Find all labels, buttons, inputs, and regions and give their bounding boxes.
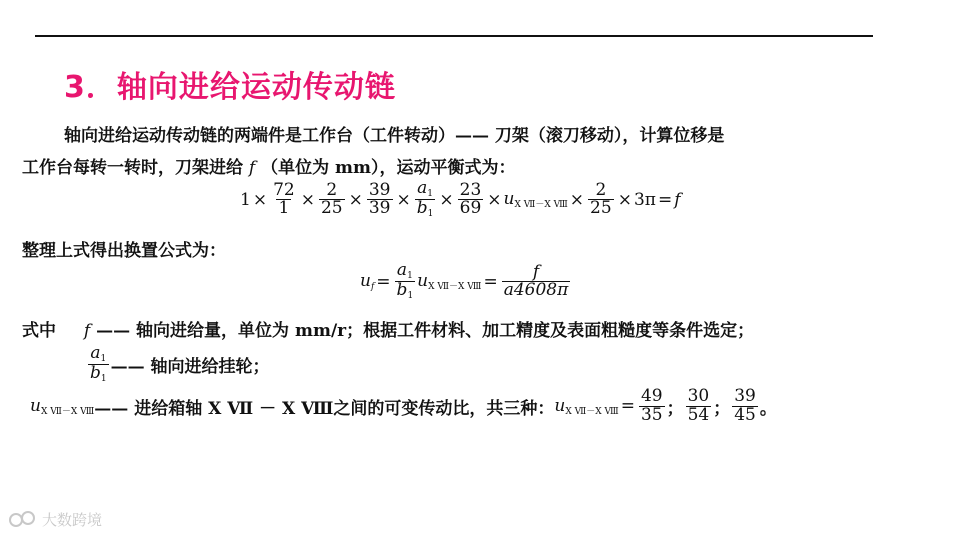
eq1-tail: 3π — [633, 189, 656, 210]
subscript: 1 — [100, 374, 107, 385]
definition-change-gears — [86, 345, 270, 385]
eq1-rhs: f — [674, 189, 681, 210]
watermark-logo-icon — [8, 508, 38, 530]
ratio-u — [417, 271, 481, 292]
fraction-3 — [367, 179, 393, 219]
paragraph-line-2 — [22, 153, 516, 178]
watermark — [8, 508, 102, 530]
numerator: 2 — [326, 179, 338, 200]
denominator: 1 — [278, 198, 290, 219]
ratio-option-2 — [686, 388, 712, 425]
symbol-b: b — [396, 280, 408, 301]
fraction-6 — [588, 179, 614, 219]
denominator: 35 — [640, 404, 663, 425]
denominator — [395, 281, 416, 301]
fraction-2 — [319, 179, 345, 219]
numerator: f — [532, 261, 540, 282]
symbol-a: a — [90, 343, 101, 363]
symbol-u: u — [554, 395, 566, 416]
denominator: a4608π — [503, 280, 569, 301]
subscript: 1 — [100, 354, 107, 364]
fraction-a1-b1 — [88, 345, 109, 385]
separator: ； — [666, 398, 684, 419]
balance-equation — [240, 180, 680, 220]
times-sign: × — [487, 189, 502, 210]
fraction-a1-b1 — [395, 262, 416, 302]
ratio-option-1 — [639, 388, 665, 425]
equals-sign: = — [657, 189, 673, 210]
times-sign: × — [300, 189, 315, 210]
ratio-u — [554, 396, 618, 417]
numerator — [395, 262, 415, 281]
numerator: 39 — [368, 179, 391, 200]
symbol-u: u — [30, 395, 41, 416]
numerator — [88, 345, 108, 364]
definition-label: 式中 — [22, 321, 56, 341]
paragraph-line-2-a: 工作台每转一转时，刀架进给 — [22, 158, 243, 178]
denominator — [88, 364, 109, 384]
denominator: 25 — [590, 198, 612, 219]
symbol-b: b — [90, 363, 101, 384]
subscript: X Ⅶ－X Ⅷ — [428, 282, 482, 293]
numerator: 30 — [687, 386, 710, 406]
definition-variable-ratio — [30, 388, 777, 425]
symbol-u: u — [417, 271, 429, 292]
paragraph-line-1: 轴向进给运动传动链的两端件是工作台（工件转动）—— 刀架（滚刀移动），计算位移是 — [64, 126, 725, 146]
times-sign: × — [252, 189, 268, 210]
equals-sign: = — [483, 271, 498, 292]
numerator — [415, 180, 435, 199]
fraction-4 — [415, 180, 436, 220]
denominator: 25 — [320, 198, 343, 219]
definition-f-text: —— 轴向进给量，单位为 mm/r；根据工件材料、加工精度及表面粗糙度等条件选定； — [96, 321, 755, 341]
symbol-b: b — [416, 198, 428, 219]
ratio-u — [30, 396, 94, 417]
times-sign: × — [569, 189, 585, 210]
fraction-1 — [271, 179, 297, 219]
paragraph-2: 整理上式得出换置公式为： — [22, 241, 226, 261]
equals-sign: = — [620, 396, 635, 417]
substitution-formula — [360, 262, 572, 302]
paragraph-line-2-b: （单位为 mm），运动平衡式为： — [261, 158, 516, 178]
section-title: 3．轴向进给运动传动链 — [64, 70, 396, 105]
denominator: 39 — [368, 198, 391, 219]
subscript: X Ⅶ－X Ⅷ — [40, 406, 95, 417]
times-sign: × — [439, 189, 454, 210]
fraction-5 — [458, 179, 484, 219]
subscript: 1 — [407, 291, 414, 302]
symbol-u: u — [503, 189, 515, 210]
denominator: 45 — [734, 404, 756, 425]
numerator: 23 — [459, 179, 482, 200]
feed-symbol-f: f — [83, 321, 91, 341]
subscript: X Ⅶ－X Ⅷ — [565, 406, 619, 417]
subscript: f — [370, 282, 375, 293]
denominator — [415, 199, 436, 219]
definition-f — [22, 316, 754, 341]
denominator: 69 — [459, 198, 482, 219]
period: 。 — [759, 398, 777, 419]
top-rule — [35, 35, 873, 37]
times-sign: × — [617, 189, 632, 210]
eq1-lead: 1 — [240, 189, 251, 210]
definition-ratio-text: —— 进给箱轴 X Ⅶ － X Ⅷ之间的可变传动比，共三种： — [94, 398, 555, 419]
symbol-a: a — [396, 260, 408, 280]
symbol-u: u — [360, 271, 371, 292]
ratio-u — [504, 189, 568, 210]
definition-change-gears-text: —— 轴向进给挂轮； — [110, 357, 270, 378]
ratio-option-3 — [732, 388, 758, 425]
watermark-text: 大数跨境 — [42, 510, 103, 529]
numerator: 2 — [595, 179, 607, 200]
subscript: 1 — [427, 209, 434, 220]
times-sign: × — [396, 189, 411, 210]
feed-symbol-f: f — [248, 158, 256, 178]
subscript: 1 — [407, 271, 413, 281]
lhs-uf — [360, 271, 374, 292]
denominator: 54 — [687, 404, 710, 425]
numerator: 39 — [734, 386, 756, 406]
subscript: 1 — [427, 189, 433, 199]
symbol-a: a — [417, 178, 428, 198]
times-sign: × — [348, 189, 363, 210]
separator: ； — [713, 398, 731, 419]
subscript: X Ⅶ－X Ⅷ — [514, 200, 568, 211]
equals-sign: = — [376, 271, 391, 292]
fraction-f — [502, 261, 571, 301]
numerator: 72 — [273, 179, 295, 200]
numerator: 49 — [640, 386, 663, 406]
